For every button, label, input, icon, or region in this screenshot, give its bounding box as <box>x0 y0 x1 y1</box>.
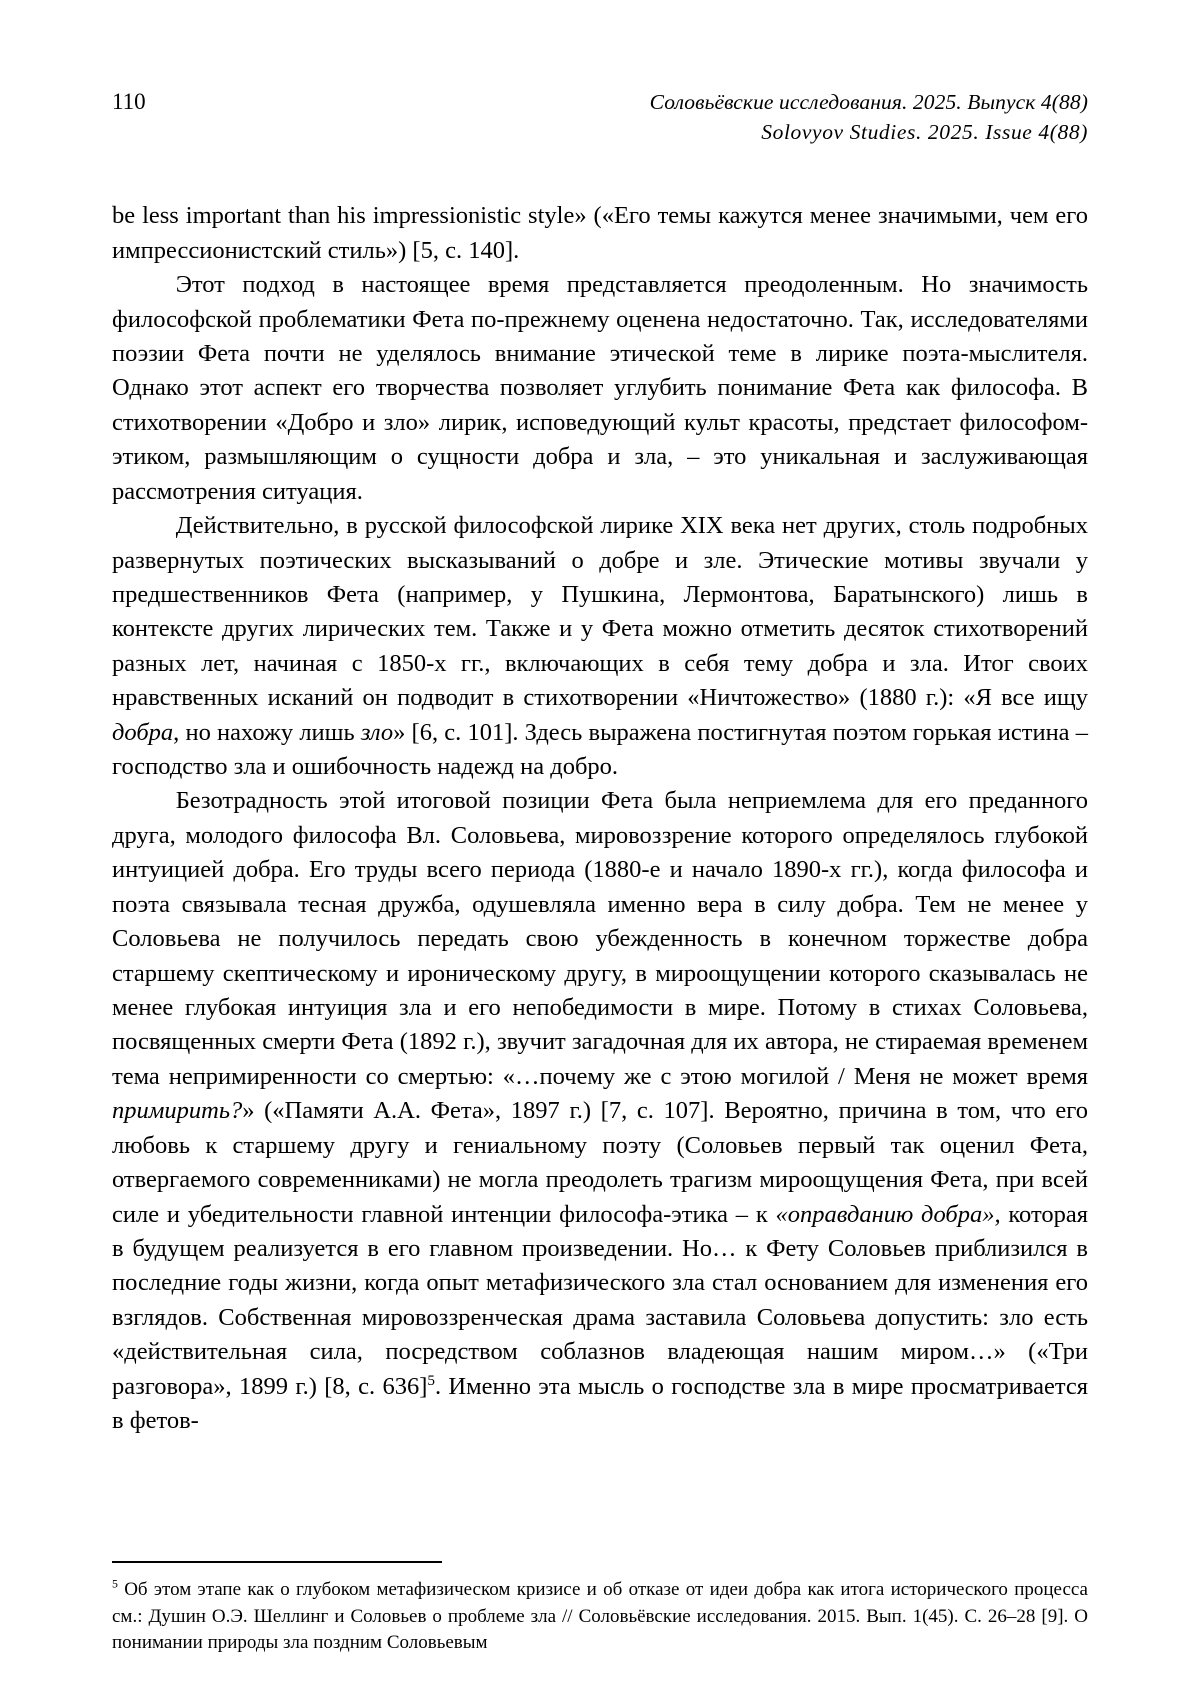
paragraph-4-part-a: Безотрадность этой итоговой позиции Фета была неприемлема для его преданного друга, молодого философа Вл. Соловьева, мировоззрение которого определялось глубокой интуицией добра. Его труды всего периода (1880-е и начало 1890-х гг.), когда философа и поэта связывала тесная дружба, одушевляла именно вера в силу добра. Тем не менее у Соловьева не получилось передать свою убежденность в конечном торжестве добра старшему скептическому и ироническому другу, в мироощущении которого сказывалась не менее глубокая интуиция зла и его непобедимости в мире. Потому в стихах Соловьева, посвященных смерти Фета (1892 г.), звучит загадочная для их автора, не стираемая временем тема непримиренности со смертью: «…почему же с этою могилой / Меня не может время <box>112 787 1088 1090</box>
footnote-separator <box>112 1561 442 1563</box>
paragraph-4-italic-2: «оправданию добра», <box>775 1200 1001 1228</box>
paragraph-3 <box>112 509 1088 784</box>
journal-title-en: Solovyov Studies. 2025. Issue 4(88) <box>761 119 1088 144</box>
paragraph-3-part-a: Действительно, в русской философской лирике XIX века нет других, столь подробных развернутых поэтических высказываний о добре и зле. Этические мотивы звучали у предшественников Фета (например, у Пушкина, Лермонтова, Баратынского) лишь в контексте других лирических тем. Также и у Фета можно отметить десяток стихотворений разных лет, начиная с 1850-х гг., включающих в себя тему добра и зла. Итог своих нравственных исканий он подводит в стихотворении «Ничтожество» (1880 г.): «Я все ищу <box>112 512 1088 712</box>
journal-title-ru: Соловьёвские исследования. 2025. Выпуск 4(88) <box>649 90 1088 114</box>
page-header <box>112 88 1088 147</box>
page-number: 110 <box>112 89 146 114</box>
paragraph-2 <box>112 268 1088 509</box>
footnote-area <box>112 1561 1088 1656</box>
footnote-text: Об этом этапе как о глубоком метафизическом кризисе и об отказе от идеи добра как итога исторического процесса см.: Душин О.Э. Шеллинг и Соловьев о проблеме зла // Соловьёвские исследования. 2015. Вып. 1(45). С. 26–28 [9]. О понимании природы зла поздним Соловьевым <box>112 1579 1088 1653</box>
body-text <box>112 199 1088 1438</box>
paragraph-3-part-b: , но нахожу лишь <box>173 718 361 746</box>
paragraph-2-text: Этот подход в настоящее время представляется преодоленным. Но значимость философской проблематики Фета по-прежнему оценена недостаточно. Так, исследователями поэзии Фета почти не уделялось внимание этической теме в лирике поэта-мыслителя. Однако этот аспект его творчества позволяет углубить понимание Фета как философа. В стихотворении «Добро и зло» лирик, исповедующий культ красоты, предстает философом-этиком, размышляющим о сущности добра и зла, – это уникальная и заслуживающая рассмотрения ситуация. <box>112 271 1088 505</box>
paragraph-1 <box>112 199 1088 268</box>
footnote-reference-5: 5 <box>427 1371 435 1389</box>
paragraph-1-text: be less important than his impressionistic style» («Его темы кажутся менее значимыми, чем его импрессионистский стиль») [5, с. 140]. <box>112 202 1088 264</box>
paragraph-4 <box>112 784 1088 1438</box>
paragraph-4-part-b: » («Памяти А.А. Фета», 1897 г.) [7, с. 107]. Вероятно, причина в том, что его любовь к старшему другу и гениальному поэту (Соловьев первый так оценил Фета, отвергаемого современниками) не могла преодолеть трагизм мироощущения Фета, при всей силе и убедительности главной интенции философа-этика – к <box>112 1097 1088 1228</box>
journal-title-block <box>650 88 1088 147</box>
paragraph-3-part-c: » [6, с. 101]. Здесь выражена постигнутая поэтом горькая истина – господство зла и ошибочность надежд на добро. <box>112 718 1088 781</box>
paragraph-4-part-d: . Именно эта мысль о господстве зла в мире просматривается в фетов- <box>112 1372 1089 1435</box>
footnote-5 <box>112 1577 1088 1656</box>
footnote-marker: 5 <box>112 1578 118 1592</box>
paragraph-3-italic-2: зло <box>360 718 394 746</box>
paragraph-3-italic-1: добра <box>112 718 174 746</box>
paragraph-4-italic-1: примирить? <box>112 1097 243 1125</box>
paragraph-4-part-c: которая в будущем реализуется в его главном произведении. Но… к Фету Соловьев приблизился в последние годы жизни, когда опыт метафизического зла стал основанием для изменения его взглядов. Собственная мировоззренческая драма заставила Соловьева допустить: зло есть «действительная сила, посредством соблазнов владеющая нашим миром…» («Три разговора», 1899 г.) [8, с. 636] <box>112 1200 1088 1400</box>
